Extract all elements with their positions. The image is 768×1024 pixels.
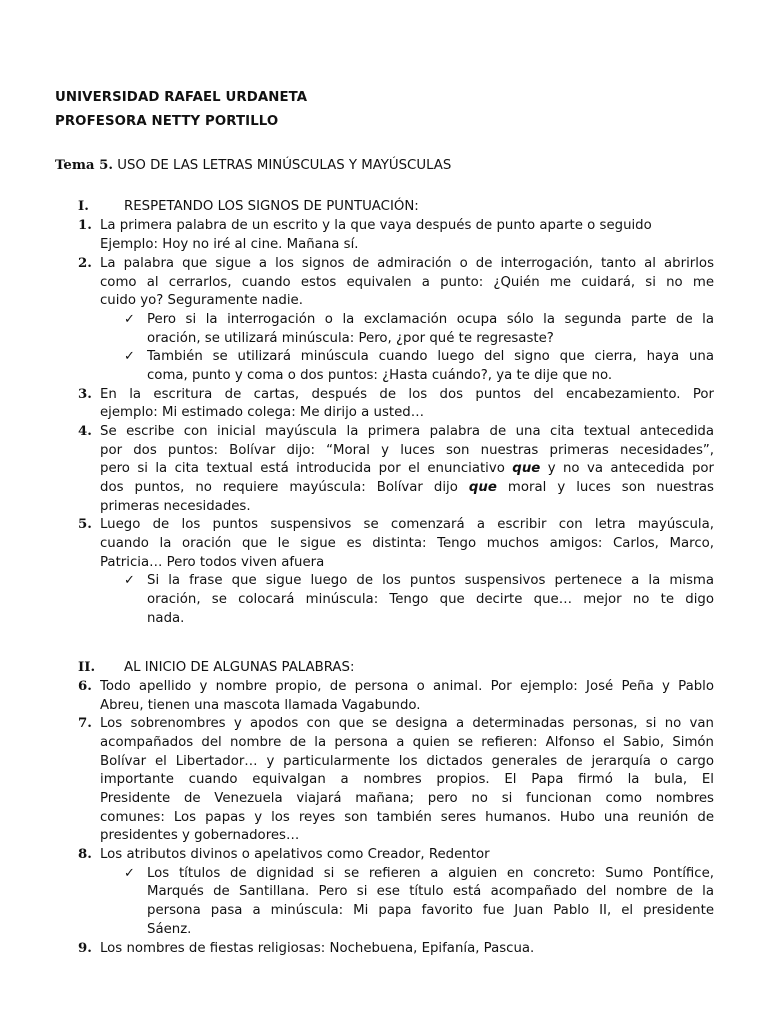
check-icon: ✓ [124,312,135,327]
text-line: nada. [147,611,185,626]
text-line: Marqués de Santillana. Pero si ese título está acompañado del nombre de la [147,884,714,899]
text-line: Abreu, tienen una mascota llamada Vagabundo. [100,698,421,713]
text-segment: pero si la cita textual está introducida por el enunciativo [100,461,505,476]
text-line: Los nombres de fiestas religiosas: Nochebuena, Epifanía, Pascua. [100,941,535,956]
item-number-7: 7. [78,716,92,731]
text-segment: moral y luces son nuestras [507,480,714,495]
text-line: Bolívar el Libertador… y particularmente los dictados generales de jerarquía o cargo [100,754,714,769]
text-line: primeras necesidades. [100,499,251,514]
text-line: presidentes y gobernadores… [100,828,300,843]
section-heading-1: RESPETANDO LOS SIGNOS DE PUNTUACIÓN: [124,199,419,214]
text-line: importante cuando equivalgan a nombres propios. El Papa firmó la bula, El [100,772,714,787]
text-line: En la escritura de cartas, después de los dos puntos del encabezamiento. Por [100,387,714,402]
item-number-5: 5. [78,517,92,532]
text-line: acompañados del nombre de la persona a quien se refieren: Alfonso el Sabio, Simón [100,735,714,750]
text-line: Se escribe con inicial mayúscula la primera palabra de una cita textual antecedida [100,424,714,439]
text-line: persona pasa a minúscula: Mi papa favorito fue Juan Pablo II, el presidente [147,903,714,918]
text-line: comunes: Los papas y los reyes son también seres humanos. Hubo una reunión de [100,810,714,825]
title-prefix: Tema 5. [55,158,114,173]
page-title [55,158,451,173]
item-number-2: 2. [78,256,92,271]
text-line: Todo apellido y nombre propio, de persona o animal. Por ejemplo: José Peña y Pablo [100,679,714,694]
text-line: oración, se colocará minúscula: Tengo que decirte que… mejor no te digo [147,592,714,607]
item-number-1: 1. [78,218,92,233]
section-heading-2: AL INICIO DE ALGUNAS PALABRAS: [124,660,355,675]
text-line [100,479,714,498]
check-icon: ✓ [124,573,135,588]
text-line: Si la frase que sigue luego de los puntos suspensivos pertenece a la misma [147,573,714,588]
emphasis-que: que [468,480,497,495]
check-icon: ✓ [124,866,135,881]
check-icon: ✓ [124,349,135,364]
text-segment: dos puntos, no requiere mayúscula: Bolívar dijo [100,480,458,495]
text-line: como al cerrarlos, cuando estos equivalen a punto: ¿Quién me cuidará, si no me [100,275,714,290]
item-number-4: 4. [78,424,92,439]
text-line: Presidente de Venezuela viajará mañana; pero no si funcionan como nombres [100,791,714,806]
item-number-6: 6. [78,679,92,694]
text-line: cuido yo? Seguramente nadie. [100,293,303,308]
item-number-8: 8. [78,847,92,862]
text-line: También se utilizará minúscula cuando luego del signo que cierra, haya una [147,349,714,364]
text-line: Pero si la interrogación o la exclamación ocupa sólo la segunda parte de la [147,312,714,327]
text-line: cuando la oración que le sigue es distinta: Tengo muchos amigos: Carlos, Marco, [100,536,714,551]
text-line: La palabra que sigue a los signos de admiración o de interrogación, tanto al abrirlos [100,256,714,271]
professor-name: PROFESORA NETTY PORTILLO [55,114,279,129]
text-line: por dos puntos: Bolívar dijo: “Moral y luces son nuestras primeras necesidades”, [100,443,714,458]
text-line: oración, se utilizará minúscula: Pero, ¿por qué te regresaste? [147,331,554,346]
text-line: Los títulos de dignidad si se refieren a alguien en concreto: Sumo Pontífice, [147,866,714,881]
item-number-3: 3. [78,387,92,402]
text-segment: y no va antecedida por [547,461,714,476]
text-line: Ejemplo: Hoy no iré al cine. Mañana sí. [100,237,359,252]
section-numeral-2: II. [78,660,96,675]
text-line: coma, punto y coma o dos puntos: ¿Hasta cuándo?, ya te dije que no. [147,368,613,383]
title-text: USO DE LAS LETRAS MINÚSCULAS Y MAYÚSCULAS [113,158,452,173]
section-numeral-1: I. [78,199,89,214]
item-number-9: 9. [78,941,92,956]
text-line: ejemplo: Mi estimado colega: Me dirijo a usted… [100,405,425,420]
text-line: Patricia… Pero todos viven afuera [100,555,325,570]
text-line: La primera palabra de un escrito y la que vaya después de punto aparte o seguido [100,218,652,233]
university-name: UNIVERSIDAD RAFAEL URDANETA [55,90,308,105]
text-line [100,460,714,479]
text-line: Sáenz. [147,922,192,937]
text-line: Los atributos divinos o apelativos como Creador, Redentor [100,847,490,862]
text-line: Los sobrenombres y apodos con que se designa a determinadas personas, si no van [100,716,714,731]
emphasis-que: que [512,461,541,476]
text-line: Luego de los puntos suspensivos se comenzará a escribir con letra mayúscula, [100,517,714,532]
